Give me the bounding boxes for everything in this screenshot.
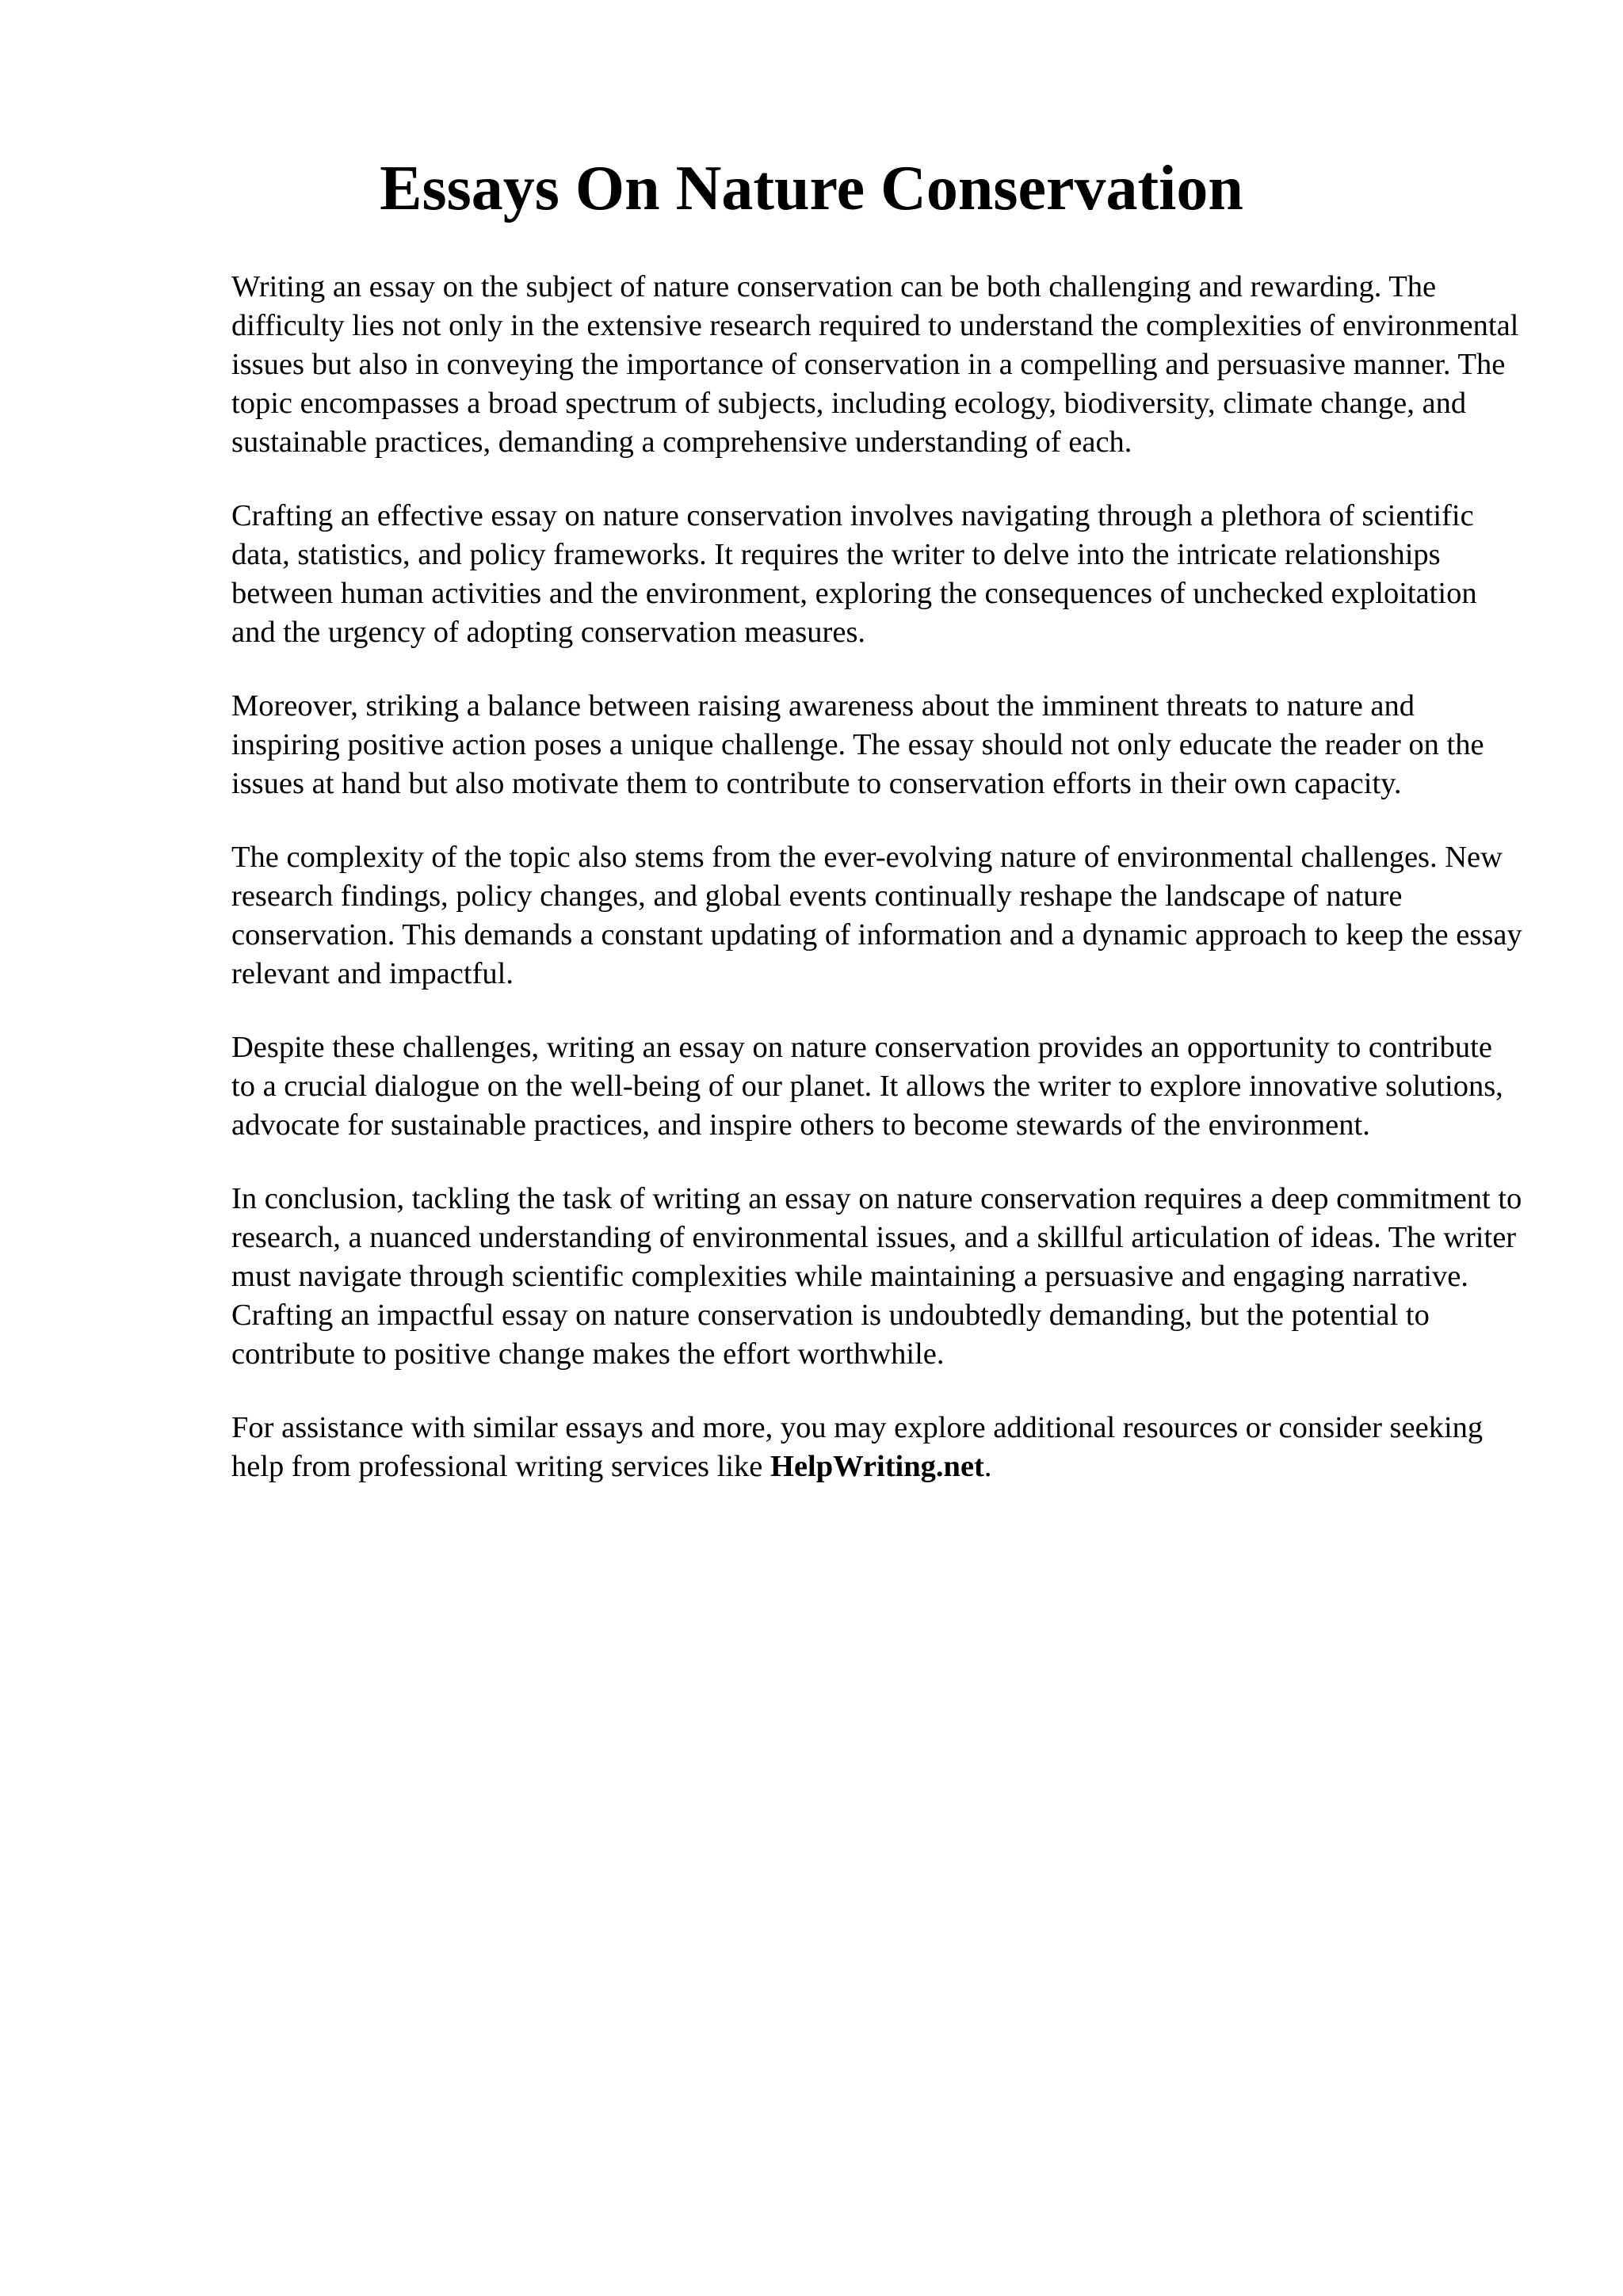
- closing-text: For assistance with similar essays and more, you may explore additional resources or consider seeking help from professional writing services like: [231, 1411, 1484, 1483]
- closing-period: .: [983, 1450, 992, 1483]
- paragraph-4: The complexity of the topic also stems from the ever-evolving nature of environmental challenges. New research findings, policy changes, and global events continually reshape the landscape of nature conservation. This demands a constant updating of information and a dynamic approach to keep the essay relevant and impactful.: [231, 841, 1522, 990]
- paragraph-3: Moreover, striking a balance between raising awareness about the imminent threats to nature and inspiring positive action poses a unique challenge. The essay should not only educate the reader on the issues at hand but also motivate them to contribute to conservation efforts in their own capacity.: [231, 689, 1484, 800]
- paragraph-5: Despite these challenges, writing an essay on nature conservation provides an opportunity to contribute to a crucial dialogue on the well-being of our planet. It allows the writer to explore innovative solutions, advocate for sustainable practices, and inspire others to become stewards of the environment.: [231, 1031, 1503, 1142]
- closing-paragraph: [231, 1409, 1523, 1486]
- page-title: Essays On Nature Conservation: [380, 154, 1243, 223]
- paragraph-1: Writing an essay on the subject of nature conservation can be both challenging and rewarding. The difficulty lies not only in the extensive research required to understand the complexities of environmental issues but also in conveying the importance of conservation in a compelling and persuasive manner. The topic encompasses a broad spectrum of subjects, including ecology, biodiversity, climate change, and sustainable practices, demanding a comprehensive understanding of each.: [231, 270, 1519, 459]
- paragraph-6: In conclusion, tackling the task of writing an essay on nature conservation requires a deep commitment to research, a nuanced understanding of environmental issues, and a skillful articulation of ideas. The writer must navigate through scientific complexities while maintaining a persuasive and engaging narrative. Crafting an impactful essay on nature conservation is undoubtedly demanding, but the potential to contribute to positive change makes the effort worthwhile.: [231, 1182, 1522, 1371]
- brand-link[interactable]: HelpWriting.net: [770, 1450, 984, 1483]
- essay-body: [231, 268, 1523, 1521]
- paragraph-2: Crafting an effective essay on nature conservation involves navigating through a plethora of scientific data, statistics, and policy frameworks. It requires the writer to delve into the intricate relationships between human activities and the environment, exploring the consequences of unchecked exploitation and the urgency of adopting conservation measures.: [231, 499, 1477, 649]
